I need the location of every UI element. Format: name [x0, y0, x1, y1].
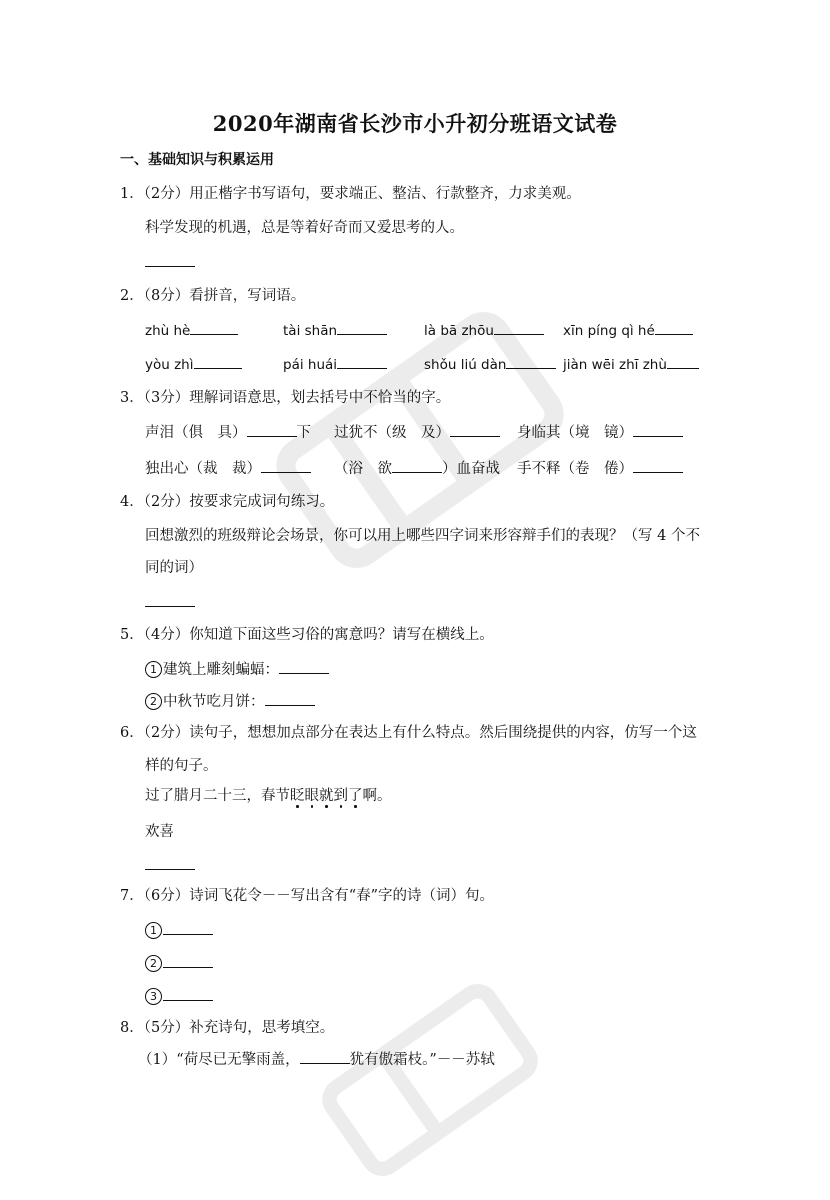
q7-heading: 7．（6分）诗词飞花令－－写出含有“春”字的诗（词）句。	[120, 888, 495, 904]
q5-heading: 5．（4分）你知道下面这些习俗的寓意吗？请写在横线上。	[120, 627, 494, 643]
circled-number-1: 1	[145, 922, 162, 939]
q7-blank-3[interactable]	[145, 986, 213, 1007]
q1-answer-blank[interactable]	[145, 252, 195, 273]
emphasis-char: 了	[348, 788, 363, 804]
circled-number-1: 1	[145, 661, 162, 678]
q2-item-6[interactable]: pái huái	[283, 354, 387, 375]
q6-topic: 欢喜	[145, 824, 174, 840]
q2-item-1[interactable]: zhù hè	[145, 320, 238, 341]
exam-title: 2020年湖南省长沙市小升初分班语文试卷	[212, 111, 618, 136]
q3-item-5[interactable]: （浴 欲 ）血奋战	[334, 458, 500, 479]
q3-item-2[interactable]: 过犹不（级 及）	[334, 422, 500, 443]
q6-heading-cont: 样的句子。	[145, 758, 218, 774]
q3-item-1[interactable]: 声泪（俱 具） 下	[145, 422, 311, 443]
q8-heading: 8．（5分）补充诗句，思考填空。	[120, 1020, 335, 1036]
q1-heading: 1．（2分）用正楷字书写语句，要求端正、整洁、行款整齐，力求美观。	[120, 186, 581, 202]
q5-item-1[interactable]: 1 建筑上雕刻蝙蝠：	[145, 659, 329, 680]
q7-blank-2[interactable]	[145, 953, 213, 974]
q4-heading: 4．（2分）按要求完成词句练习。	[120, 494, 335, 510]
section-heading: 一、基础知识与积累运用	[120, 152, 274, 168]
q6-heading: 6．（2分）读句子，想想加点部分在表达上有什么特点。然后围绕提供的内容，仿写一个这	[120, 725, 697, 741]
q8-line-1[interactable]: （1）“荷尽已无擎雨盖， 犹有傲霜枝。”－－苏轼	[138, 1049, 495, 1070]
q4-text-line2: 同的词）	[145, 560, 203, 576]
emphasis-char: 眼	[304, 788, 319, 804]
q4-text-line1: 回想激烈的班级辩论会场景，你可以用上哪些四字词来形容辩手们的表现？（写 4 个不	[145, 528, 700, 544]
q3-item-3[interactable]: 身临其（境 镜）	[517, 422, 683, 443]
q3-item-6[interactable]: 手不释（卷 倦）	[517, 458, 683, 479]
q1-sentence: 科学发现的机遇，总是等着好奇而又爱思考的人。	[145, 220, 464, 236]
q5-item-2[interactable]: 2 中秋节吃月饼：	[145, 691, 315, 712]
watermark-logo-bottom	[300, 960, 560, 1200]
circled-number-2: 2	[145, 955, 162, 972]
q2-item-8[interactable]: jiàn wēi zhī zhù	[563, 354, 699, 375]
q2-item-5[interactable]: yòu zhì	[145, 354, 242, 375]
q6-answer-blank[interactable]	[145, 855, 195, 876]
q2-item-3[interactable]: là bā zhōu	[424, 320, 544, 341]
q2-heading: 2．（8分）看拼音，写词语。	[120, 288, 306, 304]
q2-item-7[interactable]: shǒu liú dàn	[424, 354, 556, 375]
q3-item-4[interactable]: 独出心（裁 裁）	[145, 458, 311, 479]
q2-item-2[interactable]: tài shān	[283, 320, 387, 341]
emphasis-char: 眨	[290, 788, 305, 804]
circled-number-3: 3	[145, 988, 162, 1005]
circled-number-2: 2	[145, 693, 162, 710]
q6-example-sentence: 过了腊月二十三，春节眨眼就到了啊。	[145, 788, 392, 804]
q2-item-4[interactable]: xīn píng qì hé	[563, 320, 693, 341]
q3-heading: 3．（3分）理解词语意思，划去括号中不恰当的字。	[120, 390, 451, 406]
emphasis-char: 就	[319, 788, 334, 804]
emphasis-char: 到	[333, 788, 348, 804]
q4-answer-blank[interactable]	[145, 592, 195, 613]
q7-blank-1[interactable]	[145, 920, 213, 941]
